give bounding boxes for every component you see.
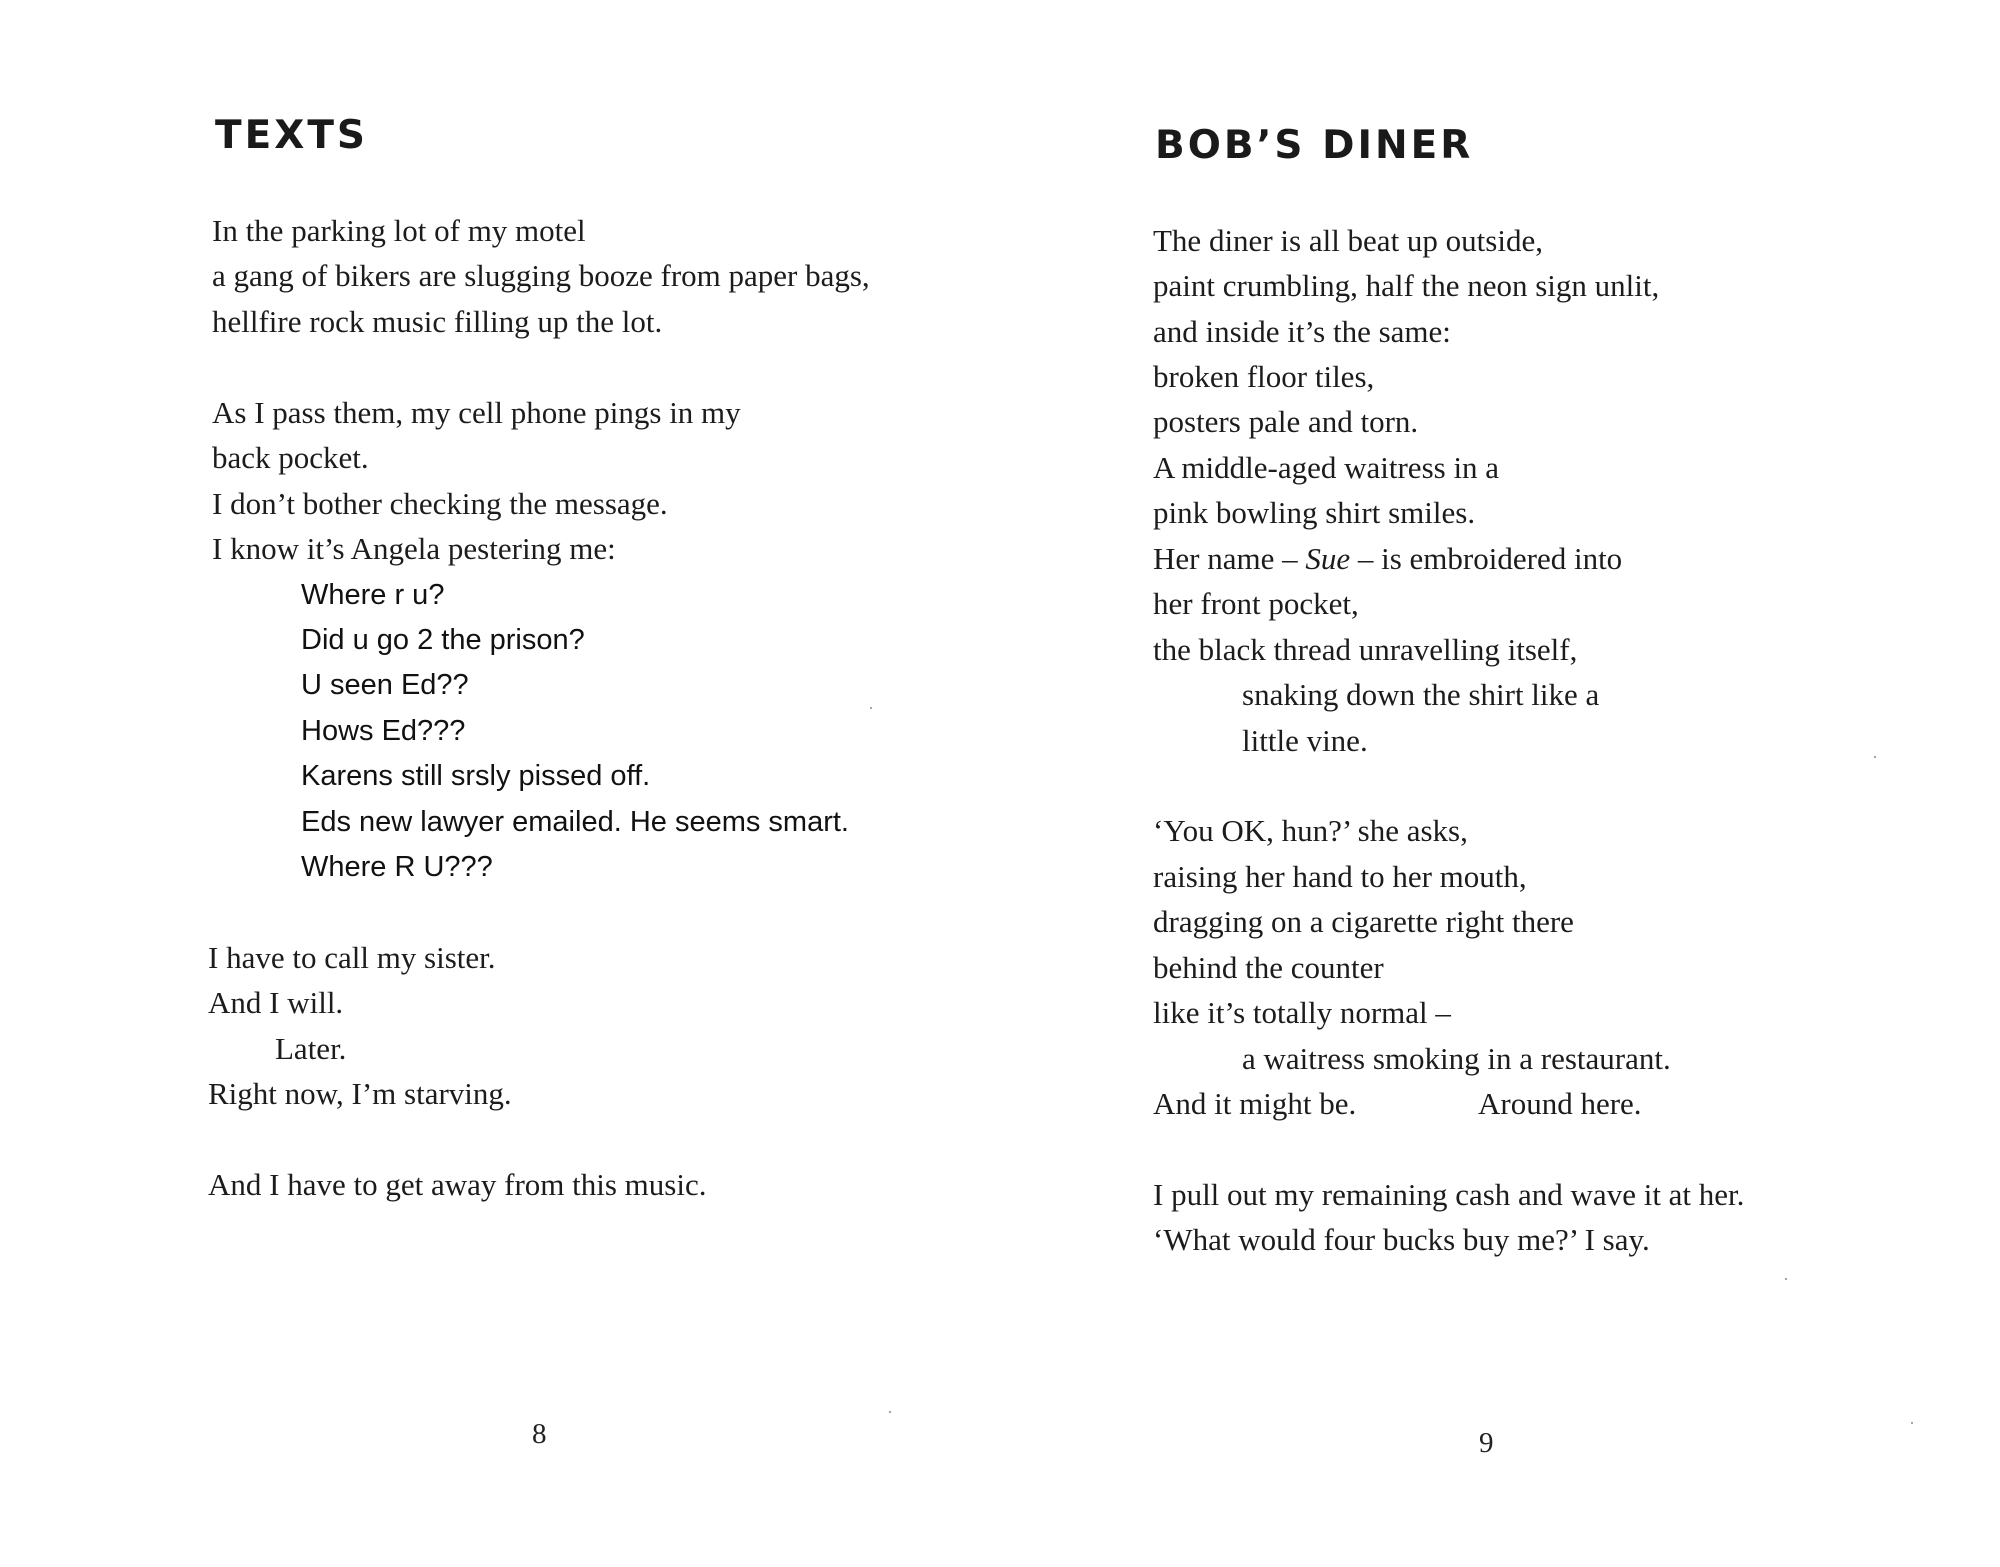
- poem-line: back pocket.: [212, 440, 369, 475]
- scan-speck: [1911, 1422, 1913, 1424]
- poem-line: I don’t bother checking the message.: [212, 486, 668, 521]
- poem-line: I have to call my sister.: [208, 940, 496, 975]
- poem-line: A middle-aged waitress in a: [1153, 450, 1500, 485]
- scan-speck: [1785, 1278, 1787, 1280]
- poem-line: like it’s totally normal –: [1153, 995, 1451, 1030]
- poem-line: ‘You OK, hun?’ she asks,: [1153, 813, 1468, 848]
- right-page: [1000, 0, 2000, 1567]
- text-message: Hows Ed???: [301, 715, 466, 747]
- poem-line: raising her hand to her mouth,: [1153, 859, 1527, 894]
- text-message: Where R U???: [301, 851, 493, 883]
- poem-line: In the parking lot of my motel: [212, 213, 586, 248]
- poem-line: And I have to get away from this music.: [208, 1167, 707, 1202]
- poem-line: Right now, I’m starving.: [208, 1076, 512, 1111]
- scan-speck: [889, 1411, 891, 1413]
- poem-line: As I pass them, my cell phone pings in my: [212, 395, 741, 430]
- poem-line: And it might be.: [1153, 1086, 1357, 1121]
- scan-speck: [870, 707, 872, 709]
- poem-line: snaking down the shirt like a: [1242, 677, 1600, 712]
- poem-line: pink bowling shirt smiles.: [1153, 495, 1476, 530]
- text-message: Eds new lawyer emailed. He seems smart.: [301, 806, 849, 838]
- text-message: Where r u?: [301, 579, 445, 611]
- text-message: Karens still srsly pissed off.: [301, 760, 651, 792]
- poem-line: The diner is all beat up outside,: [1153, 223, 1543, 258]
- poem-line: her front pocket,: [1153, 586, 1359, 621]
- page-number: 9: [1479, 1427, 1494, 1459]
- poem-line: dragging on a cigarette right there: [1153, 904, 1574, 939]
- scan-speck: [1874, 756, 1876, 758]
- poem-line: paint crumbling, half the neon sign unlit,: [1153, 268, 1660, 303]
- name-line-after: – is embroidered into: [1350, 541, 1623, 576]
- poem-line: hellfire rock music filling up the lot.: [212, 304, 663, 339]
- poem-line-name: [1153, 539, 1622, 579]
- poem-line: and inside it’s the same:: [1153, 314, 1451, 349]
- waitress-name: Sue: [1305, 541, 1351, 576]
- poem-line: posters pale and torn.: [1153, 404, 1419, 439]
- poem-line: a gang of bikers are slugging booze from paper bags,: [212, 258, 870, 293]
- poem-line: behind the counter: [1153, 950, 1384, 985]
- poem-title-bobs-diner: BOB’S DINER: [1155, 123, 1474, 168]
- poem-line: And I will.: [208, 985, 344, 1020]
- poem-line: I know it’s Angela pestering me:: [212, 531, 616, 566]
- poem-line: Later.: [275, 1031, 347, 1066]
- poem-line: little vine.: [1242, 723, 1368, 758]
- poem-title-texts: TEXTS: [215, 113, 369, 158]
- poem-line: the black thread unravelling itself,: [1153, 632, 1578, 667]
- name-line-before: Her name –: [1153, 541, 1306, 576]
- text-message: U seen Ed??: [301, 669, 469, 701]
- poem-line: a waitress smoking in a restaurant.: [1242, 1041, 1671, 1076]
- text-message: Did u go 2 the prison?: [301, 624, 585, 656]
- poem-line: Around here.: [1478, 1086, 1642, 1121]
- poem-line: ‘What would four bucks buy me?’ I say.: [1153, 1222, 1650, 1257]
- poem-line: I pull out my remaining cash and wave it at her.: [1153, 1177, 1745, 1212]
- poem-line: broken floor tiles,: [1153, 359, 1375, 394]
- page-number: 8: [532, 1418, 547, 1450]
